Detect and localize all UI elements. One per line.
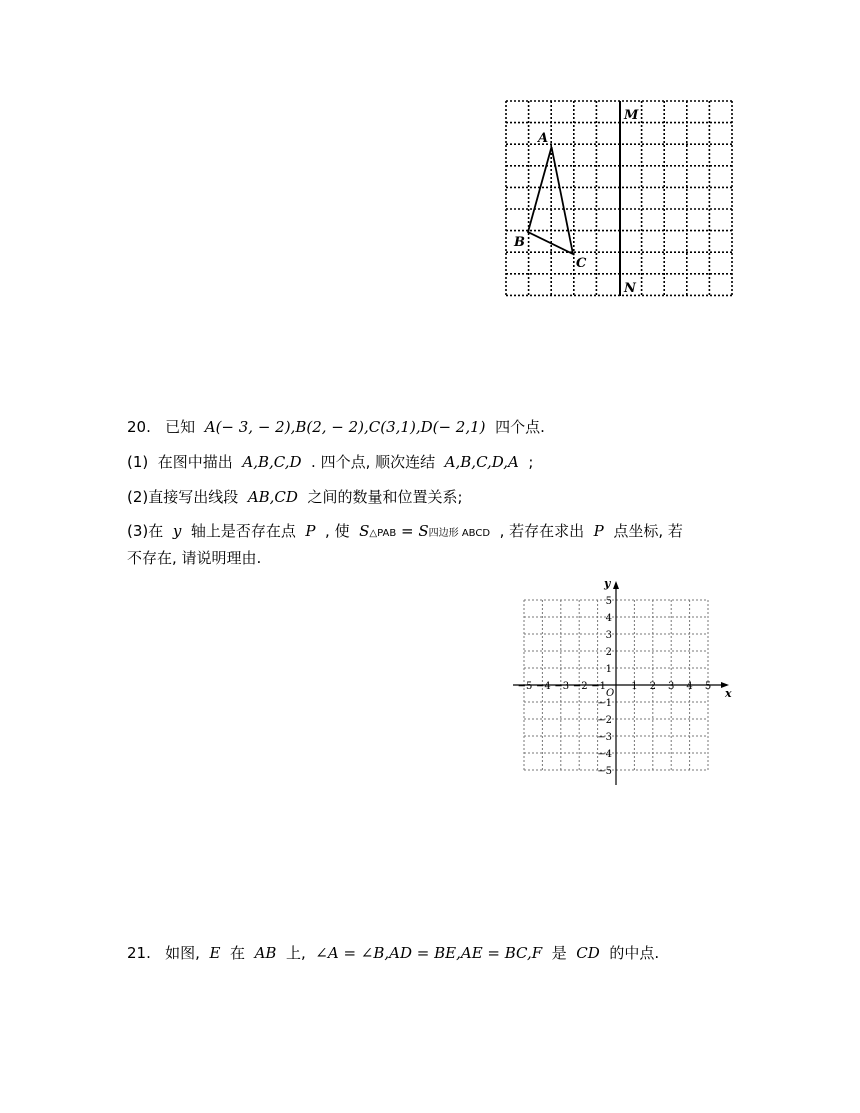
- coordinate-plane-figure: [505, 575, 740, 790]
- y-tick-label: 4: [605, 613, 612, 624]
- x-tick-label: 2: [649, 681, 656, 692]
- y-tick-label: 1: [605, 664, 612, 675]
- triangle-grid-figure: [500, 95, 740, 305]
- y-tick-label: −5: [597, 766, 612, 777]
- x-tick-label: −4: [536, 681, 551, 692]
- y-axis-label: y: [604, 577, 611, 590]
- x-tick-label: −5: [517, 681, 533, 692]
- q20-part3-line2: 不存在, 请说明理由.: [127, 549, 262, 567]
- label-b: B: [514, 235, 525, 250]
- q20-part2: (2)直接写出线段 AB,CD 之间的数量和位置关系;: [127, 488, 463, 506]
- origin-label: O: [606, 688, 615, 699]
- q21-number: 21.: [127, 944, 151, 962]
- y-tick-label: 5: [605, 596, 612, 607]
- x-tick-label: −3: [554, 681, 570, 692]
- x-tick-label: 3: [668, 681, 675, 692]
- x-tick-label: −1: [591, 681, 606, 692]
- label-a: A: [538, 131, 549, 146]
- x-tick-label: 5: [704, 681, 712, 692]
- label-n: N: [624, 281, 636, 296]
- y-tick-label: −3: [597, 732, 612, 743]
- y-tick-label: 3: [605, 630, 612, 641]
- q20-stem: 20. 已知 A(− 3, − 2),B(2, − 2),C(3,1),D(− 2,1) 四个点.: [127, 418, 545, 436]
- x-axis-label: x: [725, 687, 732, 700]
- x-tick-label: −2: [572, 681, 588, 692]
- label-c: C: [576, 256, 587, 271]
- y-tick-label: 2: [605, 647, 612, 658]
- q20-part1: (1) 在图中描出 A,B,C,D . 四个点, 顺次连结 A,B,C,D,A ;: [127, 453, 534, 471]
- x-tick-label: 1: [631, 681, 638, 692]
- label-m: M: [624, 108, 639, 123]
- y-tick-label: −4: [597, 749, 612, 760]
- x-tick-label: 4: [686, 681, 693, 692]
- q20-part3: (3)在 y 轴上是否存在点 P , 使 S△PAB = S四边形 ABCD , 若存在求出 P 点坐标, 若: [127, 522, 683, 540]
- y-tick-label: −2: [597, 715, 612, 726]
- q21-stem: 21. 如图, E 在 AB 上, ∠A = ∠B,AD = BE,AE = BC,F 是 CD 的中点.: [127, 944, 660, 962]
- y-tick-label: −1: [597, 698, 612, 709]
- q20-number: 20.: [127, 418, 151, 436]
